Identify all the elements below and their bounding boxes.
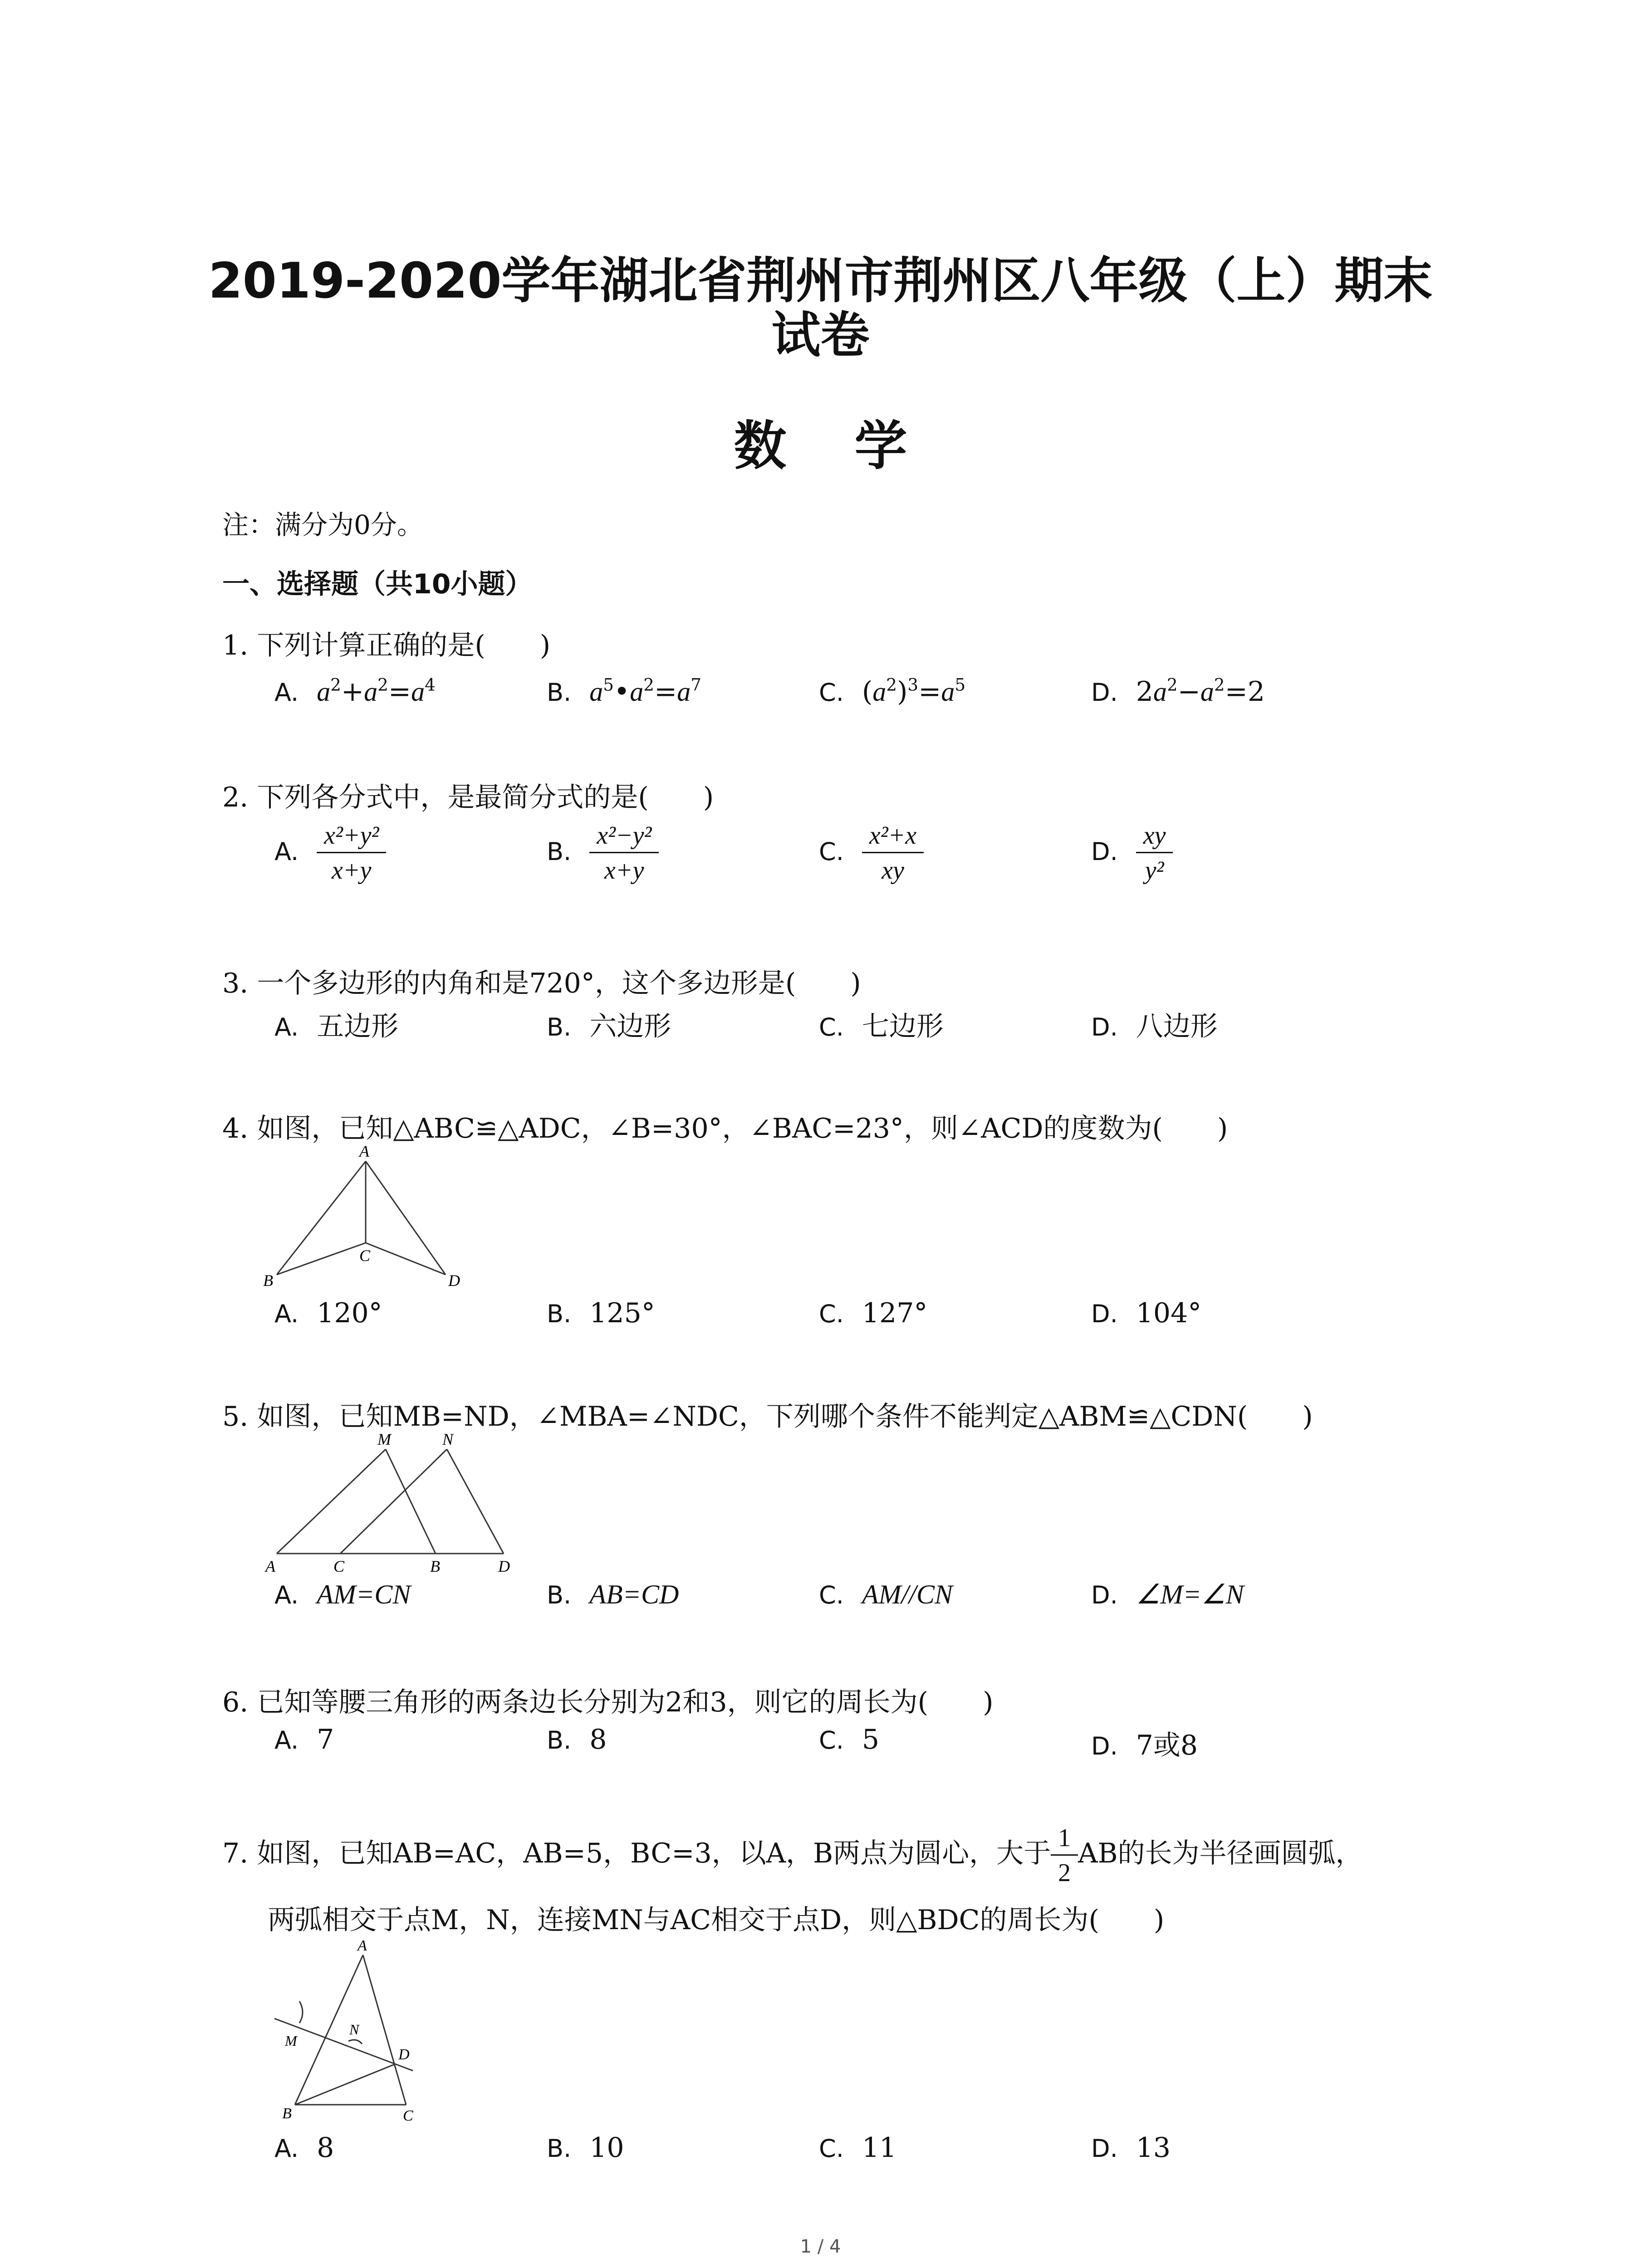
figure5-label-n: N [442,1430,454,1448]
question-4-option-d: D. 104° [1091,1297,1202,1329]
figure7-label-b: B [282,2105,292,2122]
question-3-option-b: B. 六边形 [547,1011,671,1042]
question-3-option-d: D. 八边形 [1091,1011,1218,1042]
page-title-line2: 试卷 [771,307,870,364]
figure7-label-m: M [285,2033,297,2049]
question-2-option-a: A. $\frac{\text{x²+y²}}{x+y}$ [274,821,386,885]
question-7-option-b: B. 10 [547,2132,624,2164]
figure7-label-c: C [403,2107,413,2124]
question-7-stem-line1: 7. 如图，已知AB=AC，AB=5，BC=3，以A，B两点为圆心，大于 $\frac{1}{2}$ AB的长为半径画圆弧， [222,1824,1363,1887]
question-5-option-a: A. AM=CN [274,1579,411,1609]
page-title-line1: 2019-2020学年湖北省荆州市荆州区八年级（上）期末 [208,253,1433,309]
figure7-label-n: N [349,2021,359,2038]
question-4-option-c: C. 127° [819,1297,928,1329]
question-5-option-b: B. AB=CD [547,1579,679,1609]
figure4-label-a: A [359,1142,369,1160]
question-1-option-a: A. $a^2+a^2=a^4$ [274,675,436,708]
section-heading: 一、选择题（共10小题） [222,568,533,600]
question-1-option-c: C. $(a^2)^3=a^5$ [819,675,966,708]
question-7-option-a: A. 8 [274,2132,334,2164]
score-note: 注：满分为0分。 [222,509,423,540]
question-3-option-c: C. 七边形 [819,1011,944,1042]
question-1-option-b: B. $a^5•a^2=a^7$ [547,675,701,708]
question-1-stem: 1. 下列计算正确的是( ) [222,630,551,661]
question-6-stem: 6. 已知等腰三角形的两条边长分别为2和3，则它的周长为( ) [222,1686,994,1718]
question-4-figure [259,1139,476,1306]
subject-heading: 数学 [734,415,975,477]
question-7-stem-line2: 两弧相交于点M，N，连接MN与AC相交于点D，则△BDC的周长为( ) [268,1904,1165,1936]
figure4-label-b: B [263,1271,273,1290]
figure5-label-c: C [333,1557,345,1575]
question-1-option-d: D. $2a^2-a^2=2$ [1091,675,1265,708]
question-4-option-a: A. 120° [274,1297,382,1329]
figure5-label-m: M [377,1430,391,1448]
question-2-stem: 2. 下列各分式中，是最简分式的是( ) [222,782,714,813]
figure5-label-b: B [430,1557,440,1575]
figure7-label-d: D [398,2046,410,2063]
question-6-option-a: A. 7 [274,1724,334,1755]
question-3-stem: 3. 一个多边形的内角和是720°，这个多边形是( ) [222,968,861,999]
question-2-option-d: D. $\frac{xy}{\text{y²}}$ [1091,821,1173,885]
question-6-option-b: B. 8 [547,1724,607,1755]
figure7-label-a: A [358,1937,367,1954]
question-5-stem: 5. 如图，已知MB=ND，∠MBA=∠NDC，下列哪个条件不能判定△ABM≌△CDN( ) [222,1401,1313,1432]
figure5-label-a: A [265,1557,275,1575]
question-2-option-c: C. $\frac{\text{x²+x}}{xy}$ [819,821,924,885]
figure4-label-d: D [448,1271,460,1290]
question-5-figure [259,1424,540,1579]
figure5-label-d: D [498,1557,510,1575]
question-7-option-c: C. 11 [819,2132,897,2164]
page-number: 1 / 4 [800,2236,841,2257]
question-3-option-a: A. 五边形 [274,1011,399,1042]
question-6-option-d: D. 7或8 [1091,1730,1198,1761]
question-7-option-d: D. 13 [1091,2132,1171,2164]
question-4-option-b: B. 125° [547,1297,655,1329]
question-2-option-b: B. $\frac{\text{x²−y²}}{x+y}$ [547,821,659,885]
question-5-option-d: D. ∠M=∠N [1091,1579,1244,1609]
question-5-option-c: C. AM//CN [819,1579,953,1609]
question-6-option-c: C. 5 [819,1724,880,1755]
one-half-fraction: $\frac{1}{2}$ [1051,1823,1078,1887]
question-4-stem: 4. 如图，已知△ABC≌△ADC，∠B=30°，∠BAC=23°，则∠ACD的度数为( ) [222,1113,1228,1144]
figure4-label-c: C [359,1246,371,1265]
question-7-figure [259,1937,449,2136]
